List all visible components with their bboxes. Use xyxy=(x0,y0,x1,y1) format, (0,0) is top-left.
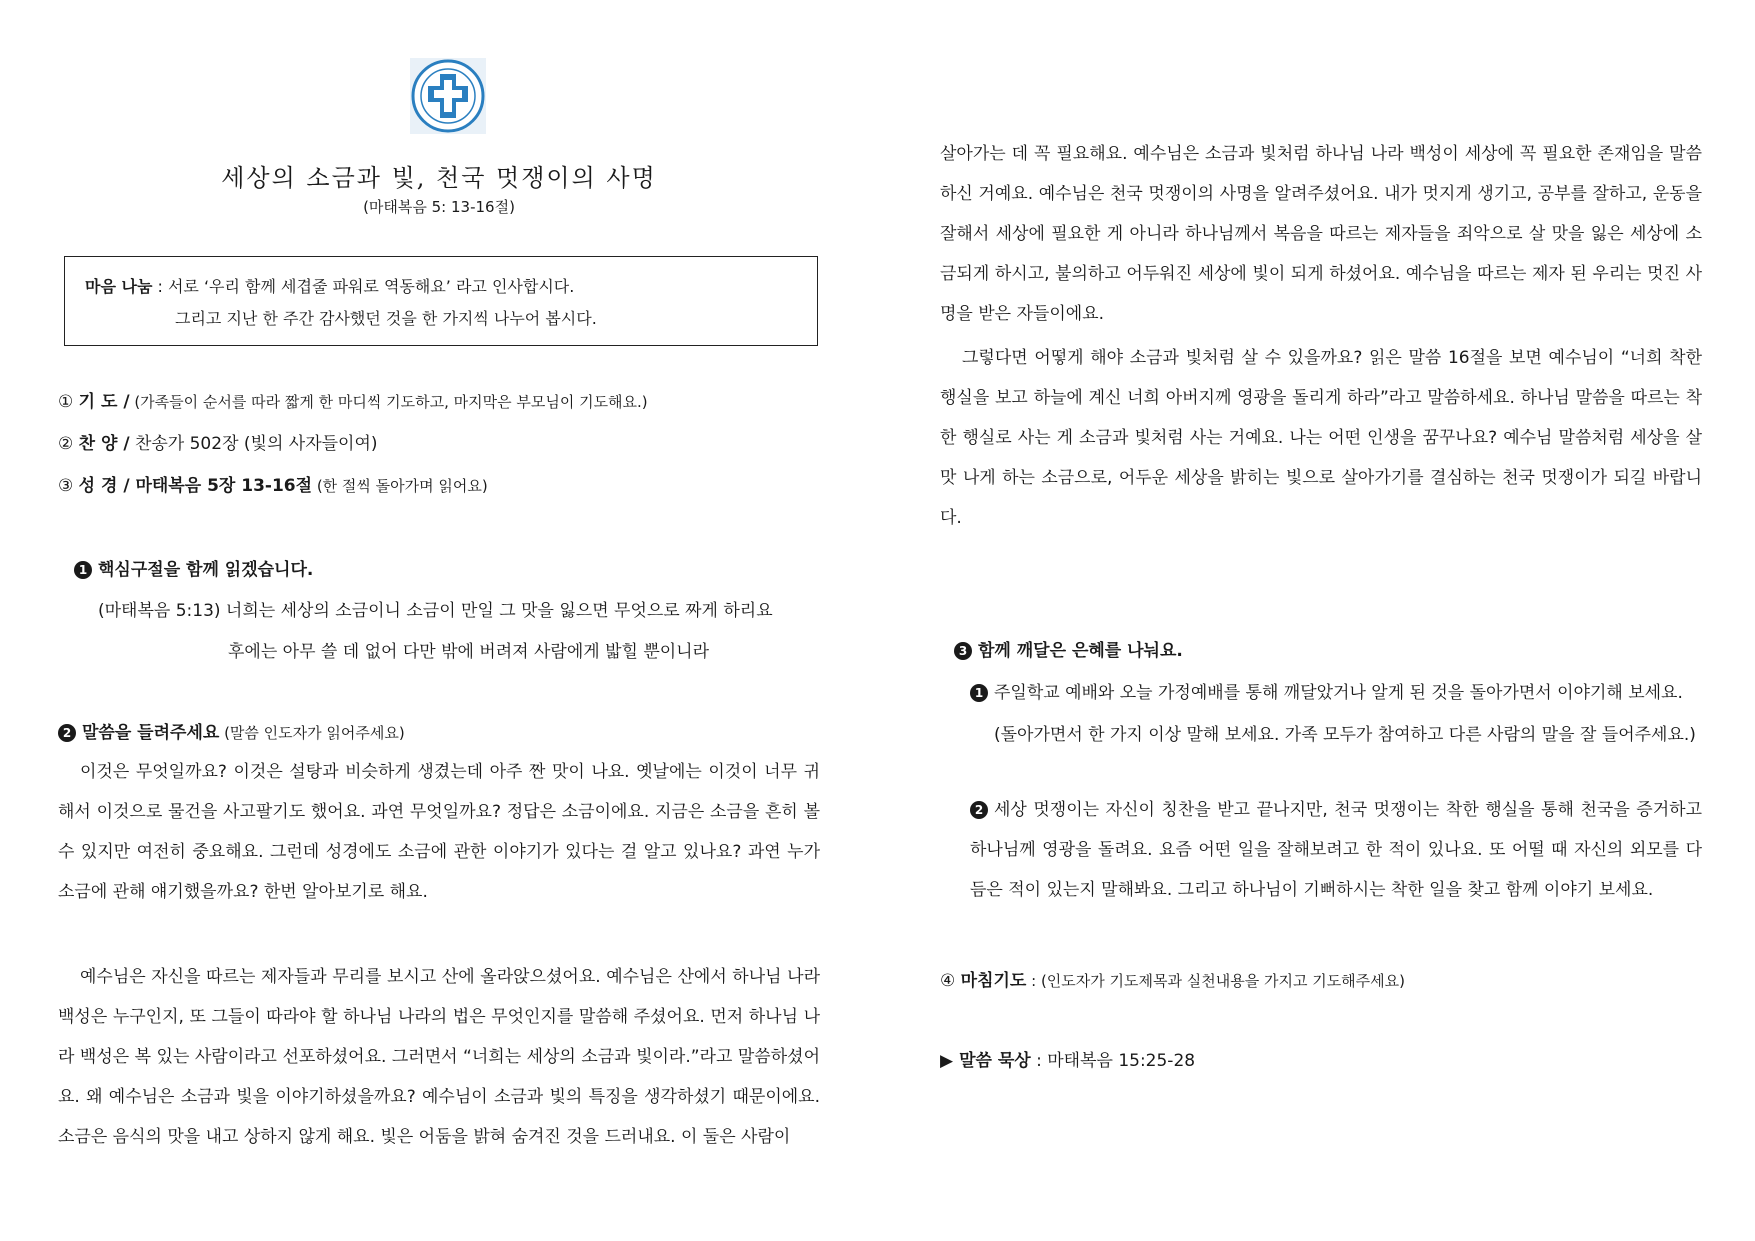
prayer-text: (가족들이 순서를 따라 짧게 한 마디씩 기도하고, 마지막은 부모님이 기도해요.) xyxy=(129,393,648,411)
verse-line1: (마태복음 5:13) 너희는 세상의 소금이니 소금이 만일 그 맛을 잃으면 무엇으로 짜게 하리요 xyxy=(98,601,773,621)
prayer-label: 기 도 / xyxy=(78,392,130,412)
scripture-reference: (마태복음 5: 13-16절) xyxy=(363,198,515,216)
meditation xyxy=(940,1046,1195,1071)
section2-note: (말씀 인도자가 읽어주세요) xyxy=(219,724,405,742)
church-cross-seal-icon xyxy=(410,58,486,134)
section1-heading: 1 핵심구절을 함께 읽겠습니다. xyxy=(74,555,313,580)
order-prayer xyxy=(58,387,648,412)
question-1: 1 주일학교 예배와 오늘 가정예배를 통해 깨달았거나 알게 된 것을 돌아가면서 이야기해 보세요. xyxy=(970,678,1683,703)
heart-sharing-line1: : 서로 ‘우리 함께 세겹줄 파워로 역동해요’ 라고 인사합시다. xyxy=(152,277,575,296)
hymn-num: ② xyxy=(58,434,74,454)
question-1-note: (돌아가면서 한 가지 이상 말해 보세요. 가족 모두가 참여하고 다른 사람의 말을 잘 들어주세요.) xyxy=(994,725,1696,745)
hymn-text: 찬송가 502장 (빛의 사자들이여) xyxy=(129,434,378,454)
order-bible xyxy=(58,471,488,496)
prayer-num: ① xyxy=(58,392,74,412)
heart-sharing-box xyxy=(64,256,818,346)
bible-label: 성 경 / xyxy=(78,476,130,496)
heart-sharing-label: 마음 나눔 xyxy=(85,277,153,296)
bible-num: ③ xyxy=(58,476,74,496)
sermon-paragraph-3: 살아가는 데 꼭 필요해요. 예수님은 소금과 빛처럼 하나님 나라 백성이 세상에 꼭 필요한 존재임을 말씀하신 거예요. 예수님은 천국 멋쟁이의 사명을 알려주셨어요. 내가 멋지게 생기고, 공부를 잘하고, 운동을 잘해서 세상에 필요한 게 아니라 하나님께서 복음을 따르는 제자들을 죄악으로 살 맛을 잃은 세상에 소금되게 하시고, 불의하고 어두워진 세상에 빛이 되게 하셨어요. 예수님을 따르는 제자 된 우리는 멋진 사명을 받은 자들이에요. xyxy=(940,144,1702,324)
verse-line2: 후에는 아무 쓸 데 없어 다만 밖에 버려져 사람에게 밟힐 뿐이니라 xyxy=(228,642,710,662)
hymn-label: 찬 양 / xyxy=(78,434,130,454)
arrow-right-icon: ▶ xyxy=(940,1051,954,1071)
sermon-paragraph-2: 예수님은 자신을 따르는 제자들과 무리를 보시고 산에 올라앉으셨어요. 예수님은 산에서 하나님 나라 백성은 누구인지, 또 그들이 따라야 할 하나님 나라의 법은 무엇인지를 말씀해 주셨어요. 먼저 하나님 나라 백성은 복 있는 사람이라고 선포하셨어요. 그러면서 “너희는 세상의 소금과 빛이라.”라고 말씀하셨어요. 왜 예수님은 소금과 빛을 이야기하셨을까요? 예수님이 소금과 빛의 특징을 생각하셨기 때문이에요. 소금은 음식의 맛을 내고 상하지 않게 해요. 빛은 어둠을 밝혀 숨겨진 것을 드러내요. 이 둘은 사람이 xyxy=(58,967,820,1147)
closing-text: : (인도자가 기도제목과 실천내용을 가지고 기도해주세요) xyxy=(1026,972,1405,990)
meditation-label: 말씀 묵상 xyxy=(959,1051,1031,1071)
meditation-text: : 마태복음 15:25-28 xyxy=(1030,1051,1196,1071)
question-2: 2 세상 멋쟁이는 자신이 칭찬을 받고 끝나지만, 천국 멋쟁이는 착한 행실을 통해 천국을 증거하고 하나님께 영광을 돌려요. 요즘 어떤 일을 잘해보려고 한 적이 있나요. 또 어떨 때 자신의 외모를 다듬은 적이 있는지 말해봐요. 그리고 하나님이 기뻐하시는 착한 일을 찾고 함께 이야기 보세요. xyxy=(970,800,1702,900)
section2-heading: 2 말씀을 들려주세요 (말씀 인도자가 읽어주세요) xyxy=(58,718,405,743)
heart-sharing-line2: 그리고 지난 한 주간 감사했던 것을 한 가지씩 나누어 봅시다. xyxy=(175,309,597,328)
closing-num: ④ xyxy=(940,971,956,991)
page-title: 세상의 소금과 빛, 천국 멋쟁이의 사명 xyxy=(221,164,657,192)
section3-heading: 3 함께 깨달은 은혜를 나눠요. xyxy=(954,636,1183,661)
bible-ref: 마태복음 5장 13-16절 xyxy=(129,476,313,496)
closing-label: 마침기도 xyxy=(960,971,1027,991)
section3-number-badge: 3 xyxy=(954,642,972,660)
closing-prayer xyxy=(940,966,1405,991)
sermon-paragraph-1: 이것은 무엇일까요? 이것은 설탕과 비슷하게 생겼는데 아주 짠 맛이 나요. 옛날에는 이것이 너무 귀해서 이것으로 물건을 사고팔기도 했어요. 과연 무엇일까요? 정답은 소금이에요. 지금은 소금을 흔히 볼 수 있지만 여전히 중요해요. 그런데 성경에도 소금에 관한 이야기가 있다는 걸 알고 있나요? 과연 누가 소금에 관해 얘기했을까요? 한번 알아보기로 해요. xyxy=(58,762,820,902)
question1-badge: 1 xyxy=(970,684,988,702)
section1-number-badge: 1 xyxy=(74,561,92,579)
sermon-paragraph-4: 그렇다면 어떻게 해야 소금과 빛처럼 살 수 있을까요? 읽은 말씀 16절을 보면 예수님이 “너희 착한 행실을 보고 하늘에 계신 너희 아버지께 영광을 돌리게 하라”라고 말씀하세요. 하나님 말씀을 따르는 착한 행실로 사는 게 소금과 빛처럼 사는 거예요. 나는 어떤 인생을 꿈꾸나요? 예수님 말씀처럼 세상을 살맛 나게 하는 소금으로, 어두운 세상을 밝히는 빛으로 살아가기를 결심하는 천국 멋쟁이가 되길 바랍니다. xyxy=(940,348,1702,528)
bible-note: (한 절씩 돌아가며 읽어요) xyxy=(312,477,488,495)
section2-number-badge: 2 xyxy=(58,724,76,742)
question2-badge: 2 xyxy=(970,801,988,819)
order-hymn xyxy=(58,429,378,454)
